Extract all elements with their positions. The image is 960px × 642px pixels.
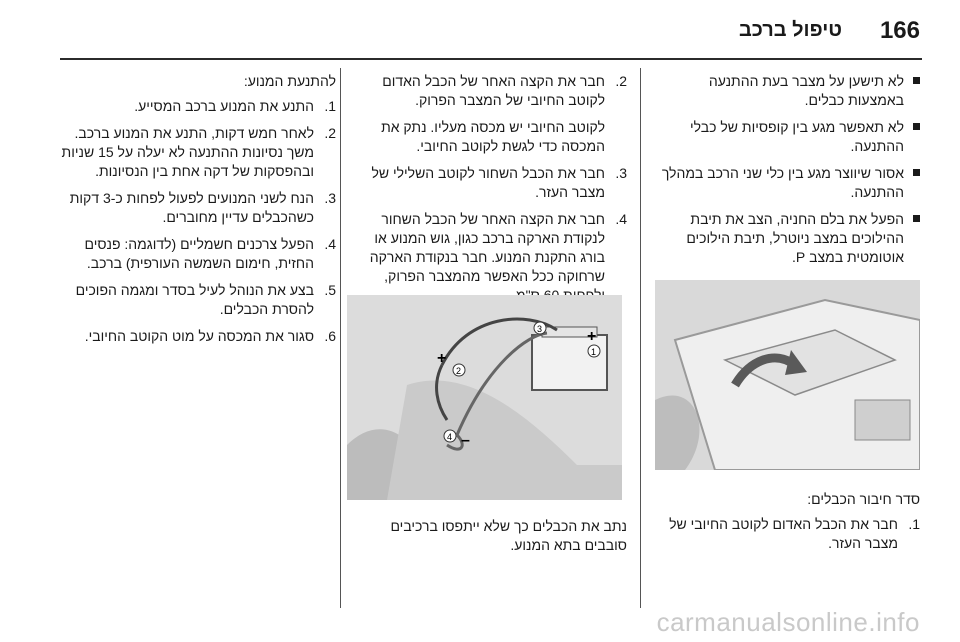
jumper-cable-illustration xyxy=(347,295,622,500)
list-item: 1. התנע את המנוע ברכב המסייע. xyxy=(134,98,336,114)
figure-label: 2 xyxy=(456,366,462,376)
connection-order-section xyxy=(650,490,920,561)
list-item: 2. חבר את הקצה האחר של הכבל האדום לקוטב החיובי של המצבר הפרוק. xyxy=(382,73,627,108)
figure-caption: נתב את הכבלים כך שלא ייתפסו ברכיבים סובבים בתא המנוע. xyxy=(390,518,627,553)
list-item: 5. בצע את הנוהל לעיל בסדר ומגמה הפוכים להסרת הכבלים. xyxy=(75,282,336,317)
section-heading: להתנעת המנוע: xyxy=(243,73,336,89)
column-left xyxy=(58,72,336,354)
engine-bay-illustration xyxy=(655,280,920,470)
plus-icon: + xyxy=(587,328,597,345)
column-middle xyxy=(347,72,627,313)
bullet-icon xyxy=(913,123,920,130)
list-item: 4. חבר את הקצה האחר של הכבל השחור לנקודת הארקה ברכב כגון, גוש המנוע או בורג התקנת המנוע. חבר בנקודת הארקה שרחוקה ככל האפשר מהמצבר הפרוק, xyxy=(369,211,627,284)
list-item: 6. סגור את המכסה על מוט הקוטב החיובי. xyxy=(84,328,336,344)
list-item: לא תישען על מצבר בעת ההתנעה באמצעות כבלים. xyxy=(650,72,920,110)
plus-icon: + xyxy=(437,350,447,367)
figure-label: 1 xyxy=(591,347,597,357)
column-divider-left xyxy=(340,68,341,608)
column-divider-right xyxy=(640,68,641,608)
figure-label: 3 xyxy=(537,324,543,334)
page-number: 166 xyxy=(879,17,920,44)
bullet-icon xyxy=(913,215,920,222)
jumper-cable-diagram xyxy=(347,295,622,500)
bullet-icon xyxy=(913,77,920,84)
header-divider xyxy=(60,58,922,60)
section-heading: סדר חיבור הכבלים: xyxy=(807,491,920,507)
fuse-box-cover-photo xyxy=(655,280,920,470)
list-item: 4. הפעל צרכנים חשמליים (לדוגמה: פנסים החזית, חימום השמשה העורפית) ברכב. xyxy=(84,236,336,271)
column-right xyxy=(650,72,920,275)
step-list xyxy=(58,97,336,346)
bullet-icon xyxy=(913,169,920,176)
list-item: 1. חבר את הכבל האדום לקוטב החיובי של מצבר העזר. xyxy=(669,516,920,551)
page-header xyxy=(0,0,960,60)
list-item: הפעל את בלם החניה, הצב את תיבת ההילוכים במצב ניוטרל, תיבת הילוכים אוטומטית במצב P. xyxy=(650,210,920,267)
step-list xyxy=(347,72,627,305)
bullet-list xyxy=(650,72,920,267)
watermark: carmanualsonline.info xyxy=(656,607,920,637)
minus-icon: – xyxy=(461,432,470,449)
list-item: לא תאפשר מגע בין קופסיות של כבלי ההתנעה. xyxy=(650,118,920,156)
list-item: לקוטב החיובי יש מכסה מעליו. נתק את המכסה כדי לגשת לקוטב החיובי. xyxy=(381,119,605,154)
figure-label: 4 xyxy=(447,432,453,442)
list-item: 3. הנח לשני המנועים לפעול לפחות כ-3 דקות כשהכבלים עדיין מחוברים. xyxy=(69,190,336,225)
list-item: 3. חבר את הכבל השחור לקוטב השלילי של מצבר העזר. xyxy=(371,165,627,200)
step-list xyxy=(650,515,920,553)
page-title: טיפול ברכב xyxy=(738,19,842,41)
list-item: אסור שיווצר מגע בין כלי שני הרכב במהלך ההתנעה. xyxy=(650,164,920,202)
list-item: 2. לאחר חמש דקות, התנע את המנוע ברכב. משך נסיונות ההתנעה לא יעלה על 15 שניות ובהפסקות של דקה אחת בין הנסיונות. xyxy=(61,125,336,179)
